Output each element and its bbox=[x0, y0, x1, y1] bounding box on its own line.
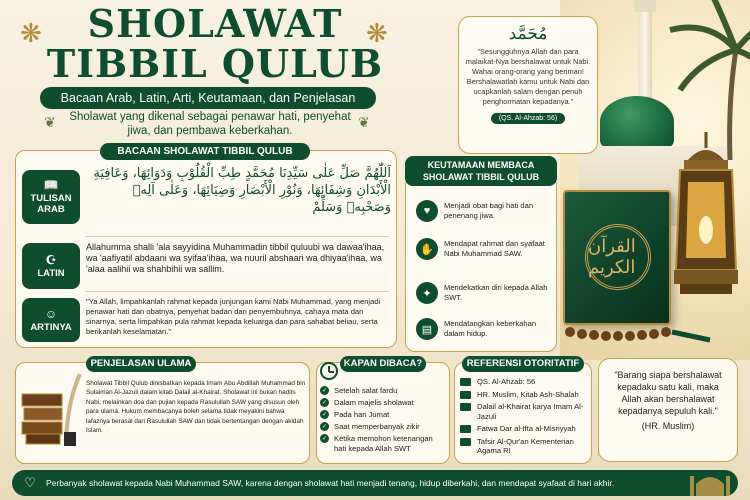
divider bbox=[86, 236, 389, 237]
arab-label: 📖 TULISAN ARAB bbox=[22, 170, 80, 224]
hadith-text: "Barang siapa bershalawat kepadaku satu kali, maka Allah akan bershalawat kepadanya sepuluh kali." bbox=[614, 370, 722, 416]
arti-text: "Ya Allah, limpahkanlah rahmat kepada junjungan kami Nabi Muhammad, yang menjadi penawar hati dan obatnya, penyehat badan dan penyembuhnya, cahaya mata dan sinarnya, serta limpahkan pula rahmat kepada keluarga dan para sahabat beliau, serta berikanlah keselamatan." bbox=[86, 297, 381, 336]
latin-label: ☪ LATIN bbox=[22, 243, 80, 289]
leaf-right-icon: ❦ bbox=[358, 114, 370, 130]
list-item: ✓ Ketika memohon ketenangan hati kepada Allah SWT bbox=[321, 434, 433, 453]
arti-label: ☺ ARTINYA bbox=[22, 298, 80, 342]
keutamaan-item: ✋ Mendapat rahmat dan syafaat Nabi Muhammad SAW. bbox=[416, 234, 554, 264]
footer-bar: Perbanyak sholawat kepada Nabi Muhammad SAW, karena dengan sholawat hati menjadi tenang, hidup diberkahi, dan mendapat syafaat di hari akhir. bbox=[12, 470, 738, 496]
list-item: ✓ Dalam majelis sholawat bbox=[321, 398, 414, 407]
quran-quote-card bbox=[458, 16, 598, 154]
keutamaan-item: ✦ Mendekatkan diri kepada Allah SWT. bbox=[416, 278, 554, 308]
hadith-reference: (HR. Muslim) bbox=[641, 421, 695, 431]
book-icon: 📖 bbox=[43, 178, 59, 192]
muhammad-calligraphy: مُحَمَّد bbox=[508, 24, 548, 44]
person-icon: ☺ bbox=[44, 306, 58, 321]
keutamaan-item: ♥ Menjadi obat bagi hati dan penenang jiwa. bbox=[416, 196, 554, 226]
title-line-1: SHOLAWAT bbox=[87, 1, 343, 46]
list-item: Dalail al-Khairat karya Imam Al-Jazuli bbox=[460, 402, 588, 421]
kapan-title: KAPAN DIBACA? bbox=[340, 356, 426, 372]
penjelasan-text: Sholawat Tibbil Qulub dinisbatkan kepada Imam Abu Abdillah Muhammad bin Sulaiman Al-Jazuli dalam kitab Dalail al-Khairat. Sholawat ini bukan hadits Nabi, melainkan doa dan pujian kepada Rasulullah SAW yang disusun oleh para ulama. Hukum membacanya boleh selama tidak meyakini bahwa lafaznya berasal dari Rasulullah SAW dan tidak bertentangan dengan akidah Islam. bbox=[86, 380, 306, 435]
book-calligraphy: القرآن الكريم bbox=[585, 224, 651, 290]
hands-icon: ☪ bbox=[45, 252, 57, 267]
ornament-right-icon: ❋ bbox=[366, 18, 388, 48]
quran-book bbox=[563, 190, 671, 325]
prayer-beads bbox=[560, 318, 720, 344]
star-icon: ✦ bbox=[416, 282, 438, 304]
arabic-text: اَللّٰهُمَّ صَلِّ عَلٰى سَيِّدِنَا مُحَمَّدٍ طِبِّ الْقُلُوْبِ وَدَوَائِهَا، وَعَافِيَةِ الْأَبْدَانِ وَشِفَائِهَا، وَنُوْرِ الْأَبْصَارِ وَضِيَائِهَا، وَعَلٰى آلِهٖ وَصَحْبِهٖ وَسَلِّمْ bbox=[93, 166, 391, 215]
hadith-card bbox=[598, 358, 738, 462]
leaf-left-icon: ❦ bbox=[44, 114, 56, 130]
referensi-title: REFERENSI OTORITATIF bbox=[462, 356, 584, 372]
ornament-left-icon: ❋ bbox=[20, 18, 42, 48]
list-item: ✓ Saat memperbanyak zikir bbox=[321, 422, 420, 431]
hands-icon: ✋ bbox=[416, 238, 438, 260]
keutamaan-title: KEUTAMAAN MEMBACA SHOLAWAT TIBBIL QULUB bbox=[405, 156, 557, 186]
quote-reference: (QS. Al-Ahzab: 56) bbox=[491, 113, 565, 124]
latin-text: Allahumma shalli 'ala sayyidina Muhammadin tibbil quluubi wa dawaa'ihaa, wa 'aafiyatil abdaani wa syifaa'ihaa, wa nuuril abshaari wa dhiyaa'ihaa, wa 'alaa aalihii wa shahbihii wa sallim. bbox=[86, 242, 385, 274]
heart-icon: ♥ bbox=[416, 200, 438, 222]
list-item: Fatwa Dar al-Ifta al-Misriyyah bbox=[460, 424, 588, 434]
keutamaan-item: ▤ Mendatangkan keberkahan dalam hidup. bbox=[416, 314, 554, 344]
tagline: Sholawat yang dikenal sebagai penawar hati, penyehat jiwa, dan pembawa keberkahan. bbox=[69, 111, 351, 137]
list-item: ✓ Setelah salat fardu bbox=[321, 386, 398, 395]
referensi-list bbox=[460, 377, 588, 456]
book-icon: ▤ bbox=[416, 318, 438, 340]
kapan-list bbox=[320, 386, 446, 454]
quote-text: "Sesungguhnya Allah dan para malaikat-Nya bershalawat untuk Nabi. Wahai orang-orang yang beriman! Bershalawatlah kamu untuk Nabi dan ucapkanlah salam dengan penuh penghormatan kepadanya." bbox=[465, 47, 591, 106]
divider bbox=[86, 291, 389, 292]
books-quill-icon bbox=[20, 370, 82, 450]
heart-icon: ♡ bbox=[24, 475, 36, 490]
list-item: QS. Al-Ahzab: 56 bbox=[460, 377, 588, 387]
subtitle-bar: Bacaan Arab, Latin, Arti, Keutamaan, dan Penjelasan bbox=[40, 87, 376, 109]
bacaan-title: BACAAN SHOLAWAT TIBBIL QULUB bbox=[100, 143, 310, 160]
list-item: HR. Muslim, Kitab Ash-Shalah bbox=[460, 390, 588, 400]
lantern-icon bbox=[666, 130, 746, 320]
penjelasan-title: PENJELASAN ULAMA bbox=[86, 356, 196, 372]
list-item: ✓ Pada hari Jumat bbox=[321, 410, 390, 419]
title-line-2: TIBBIL QULUB bbox=[46, 41, 384, 86]
page-title bbox=[35, 1, 395, 86]
list-item: Tafsir Al-Qur'an Kementerian Agama RI bbox=[460, 437, 588, 456]
mosque-silhouette-icon bbox=[686, 466, 734, 498]
clock-icon bbox=[320, 362, 338, 380]
